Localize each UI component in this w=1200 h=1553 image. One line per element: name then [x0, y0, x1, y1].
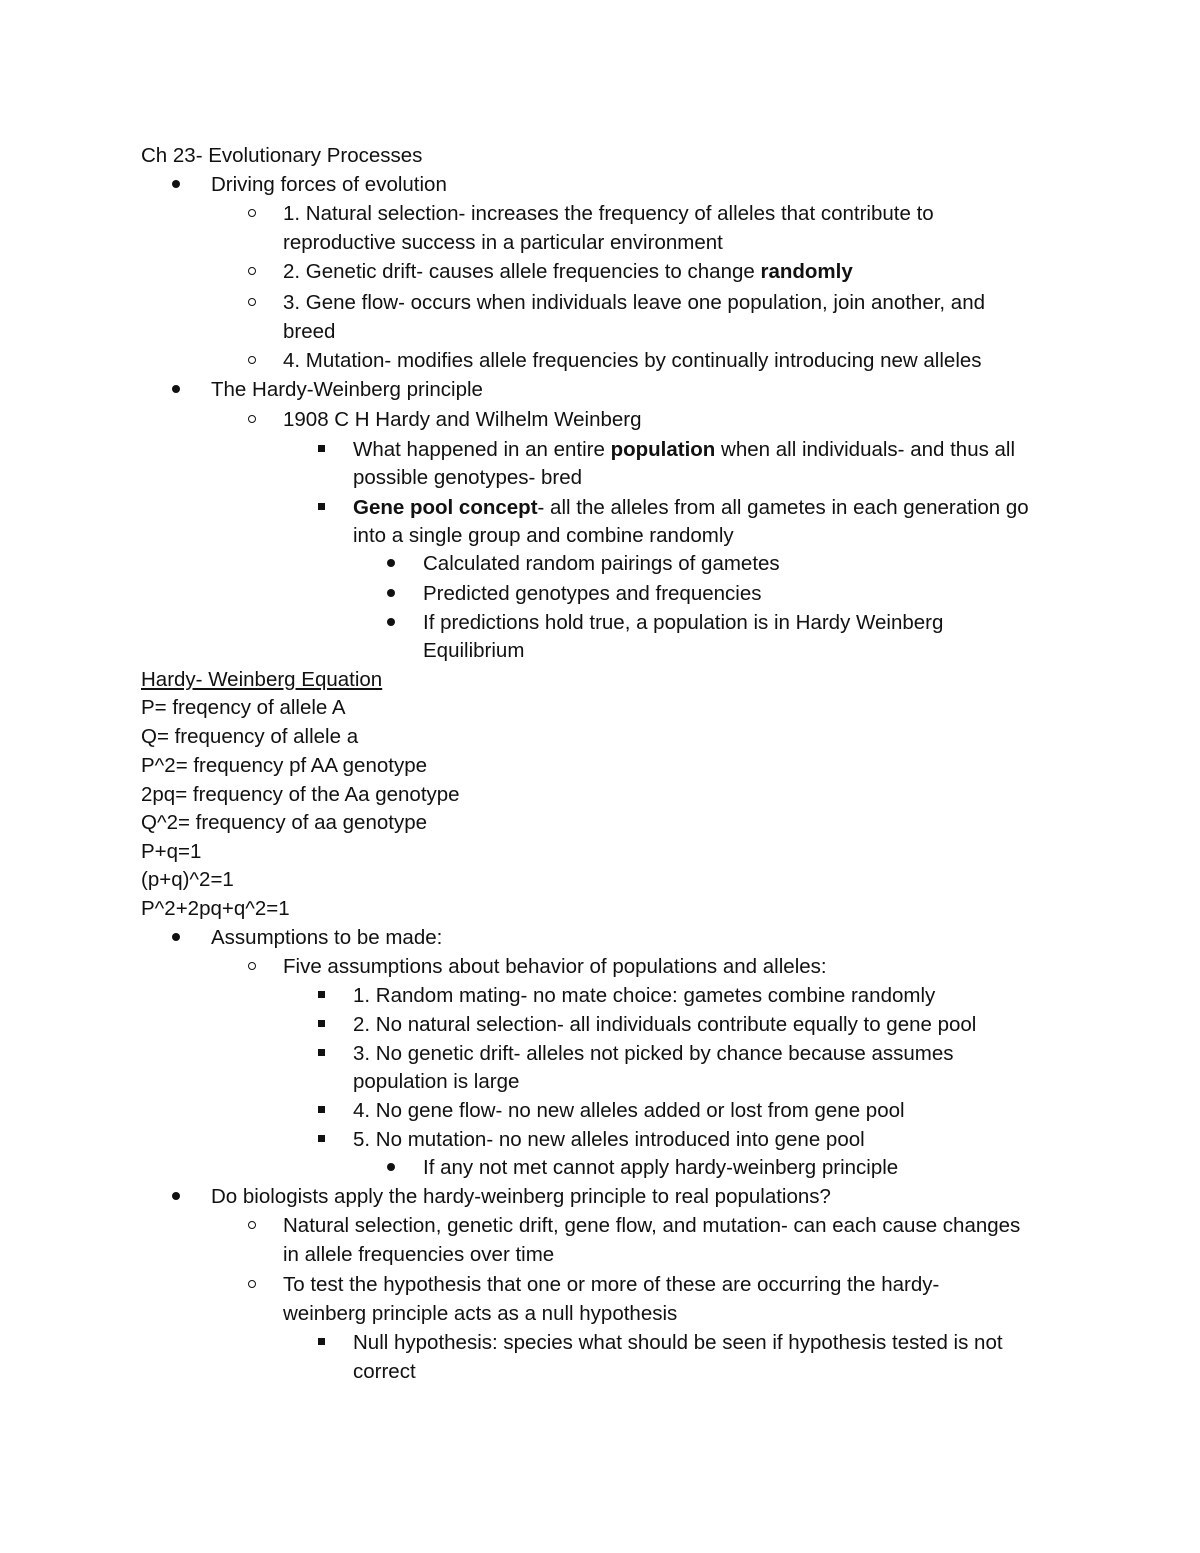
null-hypothesis-line1: Null hypothesis: species what should be seen if hypothesis tested is not — [353, 1331, 1003, 1354]
hw-bullet-3-line1: If predictions hold true, a population is in Hardy Weinberg — [423, 611, 944, 634]
bullet-square — [318, 1040, 325, 1068]
hw-point-1-line1 — [353, 436, 1015, 464]
bullet-dot — [172, 924, 180, 952]
bullet-square — [318, 436, 325, 464]
hw-sub: 1908 C H Hardy and Wilhelm Weinberg — [283, 408, 642, 431]
assumptions-sub: Five assumptions about behavior of populations and alleles: — [283, 955, 827, 978]
assumptions-note: If any not met cannot apply hardy-weinberg principle — [423, 1156, 899, 1179]
assumption-5: 5. No mutation- no new alleles introduced into gene pool — [353, 1128, 865, 1151]
assumption-1: 1. Random mating- no mate choice: gametes combine randomly — [353, 984, 936, 1007]
hw-bullet-3-line2: Equilibrium — [423, 639, 525, 662]
biologists-heading: Do biologists apply the hardy-weinberg principle to real populations? — [211, 1185, 831, 1208]
force-1-line2: reproductive success in a particular environment — [283, 231, 723, 254]
bullet-square — [318, 1097, 325, 1125]
bullet-ring — [248, 1212, 256, 1240]
bullet-dot — [172, 171, 180, 199]
bullet-square — [318, 1011, 325, 1039]
force-3-line1: 3. Gene flow- occurs when individuals leave one population, join another, and — [283, 291, 986, 314]
gene-pool-bold: Gene pool concept — [353, 496, 538, 519]
bullet-ring — [248, 406, 256, 434]
bullet-ring — [248, 1271, 256, 1299]
equation-line: 2pq= frequency of the Aa genotype — [141, 783, 460, 806]
assumption-2: 2. No natural selection- all individuals contribute equally to gene pool — [353, 1013, 977, 1036]
bullet-ring — [248, 953, 256, 981]
hw-bullet-2: Predicted genotypes and frequencies — [423, 582, 762, 605]
bullet-ring — [248, 200, 256, 228]
bullet-dot — [387, 550, 395, 578]
assumption-3-line1: 3. No genetic drift- alleles not picked by chance because assumes — [353, 1042, 954, 1065]
bullet-dot — [387, 580, 395, 608]
bullet-ring — [248, 347, 256, 375]
force-2-bold: randomly — [760, 260, 853, 283]
hw-point-1-c: when all individuals- and thus all — [715, 438, 1016, 461]
biologists-sub-1-line1: Natural selection, genetic drift, gene flow, and mutation- can each cause changes — [283, 1214, 1021, 1237]
hw-point-1-bold: population — [610, 438, 716, 461]
bullet-dot — [387, 609, 395, 637]
bullet-square — [318, 982, 325, 1010]
equation-line: P^2+2pq+q^2=1 — [141, 897, 290, 920]
biologists-sub-1-line2: in allele frequencies over time — [283, 1243, 555, 1266]
bullet-dot — [172, 376, 180, 404]
assumption-4: 4. No gene flow- no new alleles added or lost from gene pool — [353, 1099, 905, 1122]
hw-point-1-line2: possible genotypes- bred — [353, 466, 583, 489]
assumption-3-line2: population is large — [353, 1070, 520, 1093]
force-4: 4. Mutation- modifies allele frequencies by continually introducing new alleles — [283, 349, 982, 372]
force-2 — [283, 258, 853, 286]
bullet-square — [318, 1329, 325, 1357]
bullet-ring — [248, 289, 256, 317]
equation-line: P^2= frequency pf AA genotype — [141, 754, 428, 777]
hw-heading: The Hardy-Weinberg principle — [211, 378, 483, 401]
hw-point-2-b: - all the alleles from all gametes in each generation go — [537, 496, 1029, 519]
hw-point-1-a: What happened in an entire — [353, 438, 611, 461]
force-2-text: 2. Genetic drift- causes allele frequencies to change — [283, 260, 761, 283]
bullet-dot — [387, 1154, 395, 1182]
equation-line: P= freqency of allele A — [141, 696, 346, 719]
bullet-dot — [172, 1183, 180, 1211]
equation-line: Q= frequency of allele a — [141, 725, 359, 748]
bullet-ring — [248, 258, 256, 286]
null-hypothesis-line2: correct — [353, 1360, 416, 1383]
equation-line: Q^2= frequency of aa genotype — [141, 811, 427, 834]
bullet-square — [318, 494, 325, 522]
force-1-line1: 1. Natural selection- increases the frequency of alleles that contribute to — [283, 202, 934, 225]
assumptions-heading: Assumptions to be made: — [211, 926, 443, 949]
biologists-sub-2-line2: weinberg principle acts as a null hypothesis — [283, 1302, 678, 1325]
biologists-sub-2-line1: To test the hypothesis that one or more of these are occurring the hardy- — [283, 1273, 940, 1296]
page-title: Ch 23- Evolutionary Processes — [141, 144, 423, 167]
hw-point-2-line2: into a single group and combine randomly — [353, 524, 734, 547]
forces-heading: Driving forces of evolution — [211, 173, 447, 196]
equation-line: (p+q)^2=1 — [141, 868, 234, 891]
equation-line: P+q=1 — [141, 840, 202, 863]
bullet-square — [318, 1126, 325, 1154]
equation-heading: Hardy- Weinberg Equation — [141, 668, 383, 691]
force-3-line2: breed — [283, 320, 336, 343]
hw-point-2-line1 — [353, 494, 1029, 522]
hw-bullet-1: Calculated random pairings of gametes — [423, 552, 780, 575]
